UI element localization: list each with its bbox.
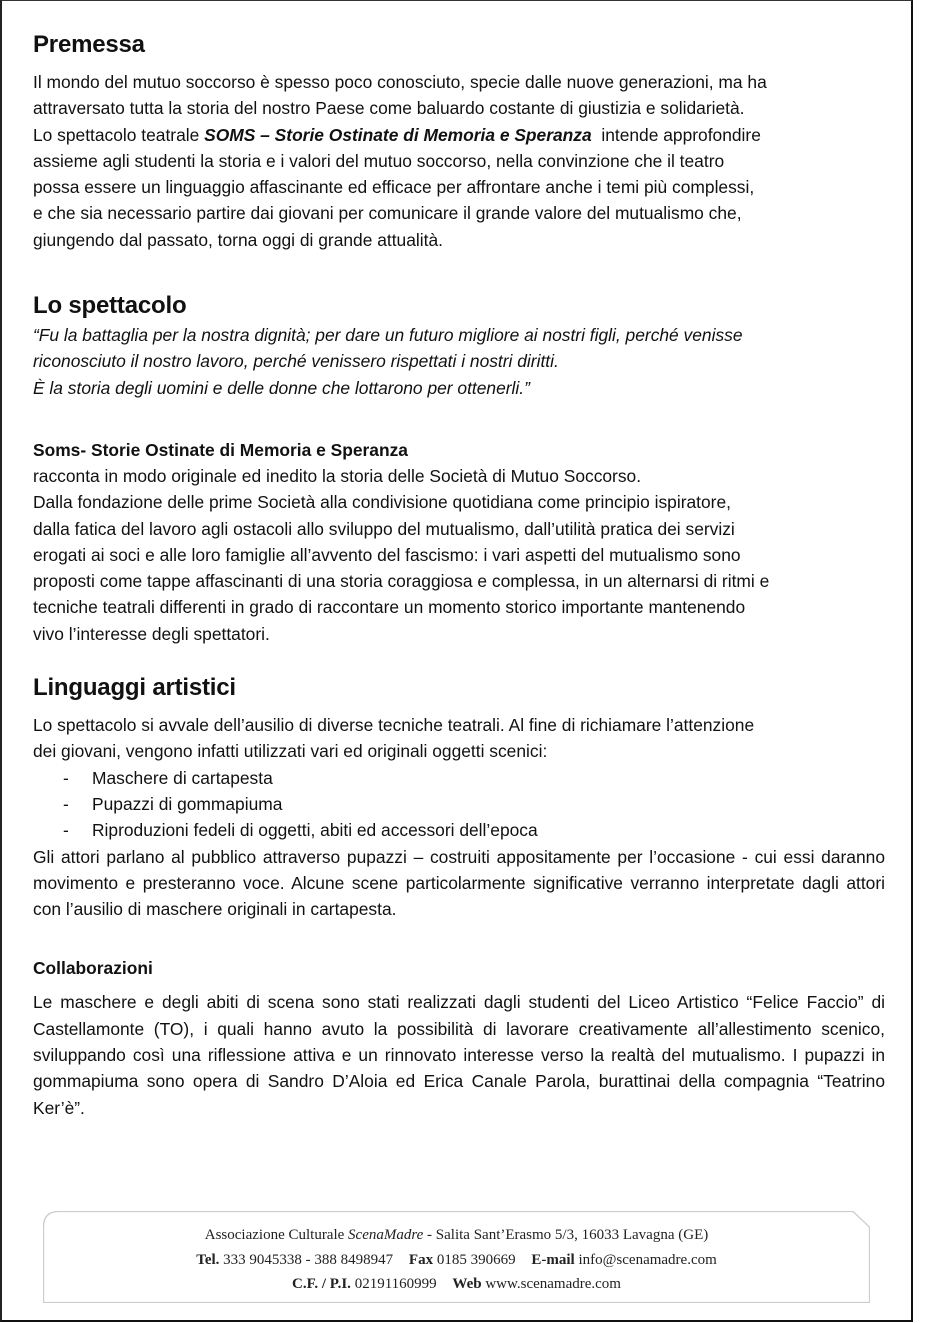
quote-line-1: “Fu la battaglia per la nostra dignità; per dare un futuro migliore ai nostri figli, perché venisse [33, 325, 743, 346]
spettacolo-subtitle: Soms- Storie Ostinate di Memoria e Speranza [33, 439, 408, 460]
email-label: E-mail [531, 1251, 575, 1268]
web-value[interactable]: www.scenamadre.com [485, 1276, 621, 1292]
document-content [33, 29, 885, 1121]
web-label: Web [452, 1276, 482, 1292]
list-item [33, 817, 885, 843]
linguaggi-intro-2: dei giovani, vengono infatti utilizzati vari ed originali oggetti scenici: [33, 741, 548, 762]
premessa-line-3-prefix: Lo spettacolo teatrale [33, 124, 205, 145]
premessa-line-4: assieme agli studenti la storia e i valori del mutuo soccorso, nella convinzione che il teatro [33, 150, 725, 171]
org-name: ScenaMadre [348, 1227, 424, 1243]
list-item-text: Maschere di cartapesta [92, 767, 273, 788]
tel-label: Tel. [196, 1251, 220, 1268]
section-spettacolo [33, 290, 885, 647]
premessa-line-3 [33, 122, 885, 148]
spettacolo-line-5: proposti come tappe affascinanti di una storia coraggiosa e complessa, in un alternarsi di ritmi e [33, 571, 770, 592]
letterhead-footer [43, 1211, 870, 1303]
dash-bullet: - [63, 767, 69, 788]
cf-label: C.F. / P.I. [292, 1276, 351, 1292]
show-title: SOMS – Storie Ostinate di Memoria e Speranza [204, 124, 592, 145]
spettacolo-line-4: erogati ai soci e alle loro famiglie all’avvento del fascismo: i vari aspetti del mutualismo sono [33, 544, 741, 565]
list-item [33, 765, 885, 791]
section-collaborazioni [33, 955, 885, 1120]
dash-bullet: - [63, 793, 69, 814]
heading-linguaggi: Linguaggi artistici [33, 674, 236, 702]
premessa-line-1: Il mondo del mutuo soccorso è spesso poco conosciuto, specie dalle nuove generazioni, ma ha [33, 72, 767, 92]
fax-value: 0185 390669 [436, 1251, 516, 1268]
list-item-text: Riproduzioni fedeli di oggetti, abiti ed accessori dell’epoca [92, 820, 538, 841]
spettacolo-line-1: racconta in modo originale ed inedito la storia delle Società di Mutuo Soccorso. [33, 465, 642, 486]
email-value[interactable]: info@scenamadre.com [578, 1251, 717, 1268]
heading-spettacolo: Lo spettacolo [33, 292, 187, 320]
spettacolo-line-3: dalla fatica del lavoro agli ostacoli allo sviluppo del mutualismo, dall’utilità pratica dei servizi [33, 518, 735, 539]
heading-collaborazioni: Collaborazioni [33, 958, 153, 979]
tel-value: 333 9045338 - 388 8498947 [223, 1251, 394, 1268]
list-item [33, 791, 885, 817]
linguaggi-intro-1: Lo spettacolo si avvale dell’ausilio di diverse tecniche teatrali. Al fine di richiamare l’attenzione [33, 715, 755, 736]
list-item-text: Pupazzi di gommapiuma [92, 793, 283, 814]
footer-line-fiscal [43, 1272, 870, 1297]
quote-line-2: riconosciuto il nostro lavoro, perché venissero rispettati i nostri diritti. [33, 351, 559, 372]
footer-line-address [43, 1223, 870, 1248]
section-linguaggi [33, 672, 885, 922]
spettacolo-line-2: Dalla fondazione delle prime Società alla condivisione quotidiana come principio ispiratore, [33, 492, 731, 513]
premessa-line-7: giungendo dal passato, torna oggi di grande attualità. [33, 229, 443, 250]
collaborazioni-body: Le maschere e degli abiti di scena sono stati realizzati dagli studenti del Liceo Artistico “Felice Faccio” di Castellamonte (TO), i quali hanno avuto la possibilità di lavorare creativamente all’allestimento scenico, sviluppando così una riflessione attiva e un rinnovato interesse verso la realtà del mutualismo. I pupazzi in gommapiuma sono opera di Sandro D’Aloia ed Erica Canale Parola, burattinai della compagnia “Teatrino Ker’è”. [33, 992, 885, 1118]
section-premessa [33, 29, 885, 253]
dash-bullet: - [63, 820, 69, 841]
cf-value: 02191160999 [354, 1276, 437, 1292]
footer-text [43, 1223, 870, 1297]
linguaggi-closing: Gli attori parlano al pubblico attraverso pupazzi – costruiti appositamente per l’occasione - cui essi daranno movimento e presteranno voce. Alcune scene particolarmente significative verranno interpretate dagli attori con l’ausilio di maschere originali in cartapesta. [33, 846, 885, 920]
org-address: - Salita Sant’Erasmo 5/3, 16033 Lavagna (GE) [423, 1227, 709, 1243]
fax-label: Fax [408, 1251, 434, 1268]
spettacolo-line-6: tecniche teatrali differenti in grado di raccontare un momento storico importante mantenendo [33, 597, 746, 618]
premessa-line-2: attraversato tutta la storia del nostro Paese come baluardo costante di giustizia e solidarietà. [33, 98, 745, 119]
spettacolo-line-7: vivo l’interesse degli spettatori. [33, 623, 270, 644]
org-prefix: Associazione Culturale [204, 1227, 349, 1243]
premessa-line-6: e che sia necessario partire dai giovani per comunicare il grande valore del mutualismo che, [33, 203, 742, 224]
footer-line-contacts [43, 1248, 870, 1273]
scenic-objects-list [33, 765, 885, 844]
premessa-line-3-suffix: intende approfondire [591, 124, 761, 145]
premessa-line-5: possa essere un linguaggio affascinante ed efficace per affrontare anche i temi più complessi, [33, 177, 755, 198]
heading-premessa: Premessa [33, 31, 145, 58]
quote-line-3: È la storia degli uomini e delle donne che lottarono per ottenerli.” [33, 377, 530, 398]
